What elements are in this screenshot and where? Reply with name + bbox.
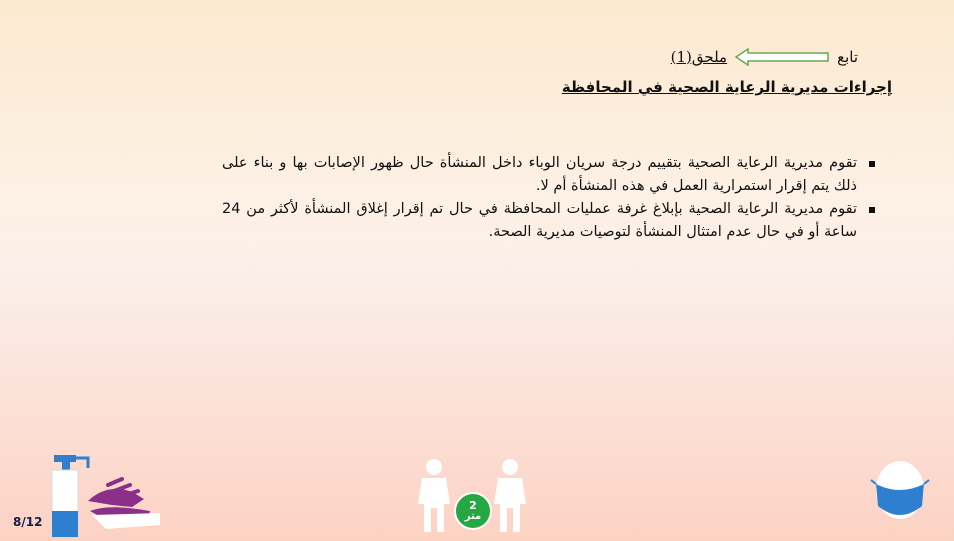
arrow-left-icon (735, 48, 829, 66)
distance-badge (454, 492, 492, 530)
hand-sanitizer-icon (48, 455, 164, 539)
bullet-list (222, 152, 877, 244)
appendix-label: ملحق(1) (670, 48, 728, 66)
face-mask-icon (870, 458, 930, 522)
continued-label: تابع (837, 48, 858, 66)
page-number: 8/12 (13, 515, 43, 529)
header-line (671, 48, 858, 66)
bullet-item: تقوم مديرية الرعاية الصحية بإبلاغ غرفة عمليات المحافظة في حال تم إقرار إغلاق المنشأة لأكثر من 24 ساعة أو في حال عدم امتثال المنشأة لتوصيات مديرية الصحة. (222, 198, 877, 244)
bullet-item: تقوم مديرية الرعاية الصحية بتقييم درجة سريان الوباء داخل المنشأة حال ظهور الإصابات بها و بناء على ذلك يتم إقرار استمرارية العمل في هذه المنشأة أم لا. (222, 152, 877, 198)
distance-unit: متر (464, 511, 482, 522)
distance-number: 2 (469, 499, 477, 512)
slide-title: إجراءات مديرية الرعاية الصحية في المحافظة (561, 78, 892, 96)
